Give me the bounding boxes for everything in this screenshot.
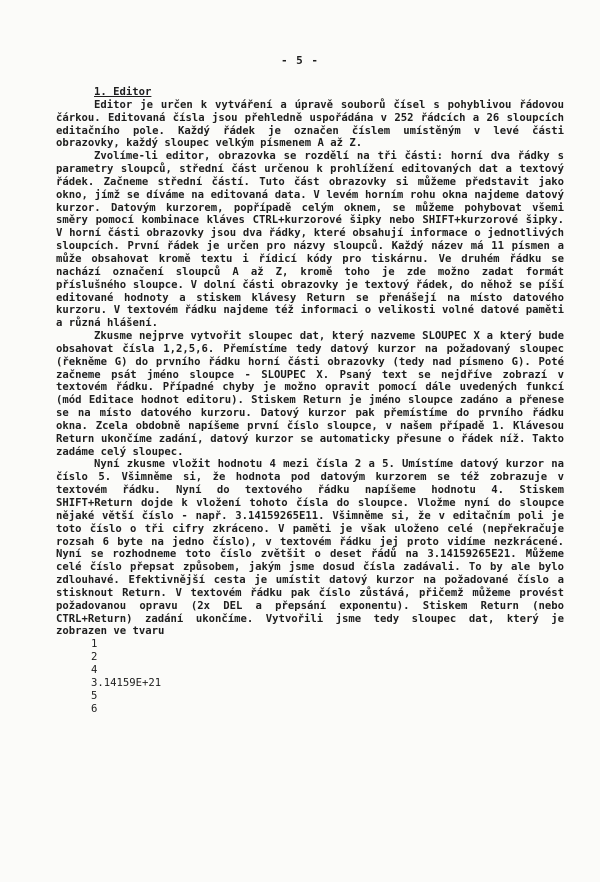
column-value: 4 — [91, 663, 98, 676]
paragraph-screen-layout: Zvolíme-li editor, obrazovka se rozdělí na tři části: horní dva řádky s parametry sloupců, střední část určenou k prohlížení editovaných dat a textový řádek. Začneme střední částí. Tuto část obrazovky si můžeme představit jako okno, jímž se díváme na editovaná data. V levém horním rohu okna najdeme datový kurzor. Datovým kurzorem, popřípadě celým oknem, se můžeme pohybovat všemi směry pomocí kombinace kláves CTRL+kurzorové šipky nebo SHIFT+kurzorové šipky. V horní části obrazovky jsou dva řádky, které obsahují informace o jednotlivých sloupcích. První řádek je určen pro názvy sloupců. Každý název má 11 písmen a může obsahovat kromě textu i řídicí kódy pro tiskárnu. Ve druhém řádku se nachází označení sloupců A až Z, kromě toho je zde možno zadat formát příslušného sloupce. V dolní části obrazovky je textový řádek, do něhož se píší editované hodnoty a stiskem klávesy Return se přenášejí na místo datového kurzoru. V textovém řádku najdeme též informaci o velikosti volné datové paměti a různá hlášení. — [56, 150, 564, 330]
paragraph-intro: Editor je určen k vytváření a úpravě souborů čísel s pohyblivou řádovou čárkou. Editovaná čísla jsou přehledně uspořádána v 252 řádcích a 26 sloupcích editačního pole. Každý řádek je označen číslem umístěným v levé části obrazovky, každý sloupec velkým písmenem A až Z. — [56, 98, 564, 150]
column-value: 6 — [91, 702, 98, 715]
column-value: 5 — [91, 689, 98, 702]
column-value: 3.14159E+21 — [91, 676, 162, 689]
page-number: - 5 - — [280, 54, 320, 67]
column-value: 2 — [91, 651, 98, 664]
column-value: 1 — [91, 638, 98, 651]
column-value-list — [56, 638, 564, 715]
paragraph-create-column: Zkusme nejprve vytvořit sloupec dat, který nazveme SLOUPEC X a který bude obsahovat čísla 1,2,5,6. Přemístíme tedy datový kurzor na požadovaný sloupec (řekněme G) do prvního řádku horní části obrazovky (tedy nad písmeno G). Poté začneme psát jméno sloupce - SLOUPEC X. Psaný text se nejdříve zobrazí v textovém řádku. Případné chyby je možno opravit pomocí dále uvedených funkcí (mód Editace hodnot editoru). Stiskem Return je jméno sloupce zadáno a přenese se na místo datového kurzoru. Datový kurzor pak přemístíme do prvního řádku okna. Zcela obdobně napíšeme první číslo sloupce, v našem případě 1. Klávesou Return ukončíme zadání, datový kurzor se automaticky přesune o řádek níž. Takto zadáme celý sloupec. — [56, 330, 564, 458]
paragraph-insert-value: Nyní zkusme vložit hodnotu 4 mezi čísla 2 a 5. Umístíme datový kurzor na číslo 5. Všimněme si, že hodnota pod datovým kurzorem se též zobrazuje v textovém řádku. Nyní do textového řádku napíšeme hodnotu 4. Stiskem SHIFT+Return dojde k vložení tohoto čísla do sloupce. Vložme nyní do sloupce nějaké větší číslo - např. 3.14159265E11. Všimněme si, že v editačním poli je toto číslo o tři cifry zkráceno. V paměti je však uloženo celé (nepřekračuje rozsah 6 byte na jedno číslo), v textovém řádku jej proto vidíme nezkrácené. Nyní se rozhodneme toto číslo zvětšit o deset řádů na 3.14159265E21. Můžeme celé číslo přepsat způsobem, jakým jsme dosud čísla zadávali. To by ale bylo zdlouhavé. Efektivnější cesta je umístit datový kurzor na požadované číslo a stisknout Return. V textovém řádku pak číslo zůstává, přičemž můžeme provést požadovanou opravu (2x DEL a přepsání exponentu). Stiskem Return (nebo CTRL+Return) zadání ukončíme. Vytvořili jsme tedy sloupec dat, který je zobrazen ve tvaru — [56, 458, 564, 638]
document-body — [56, 86, 564, 715]
section-heading: 1. Editor — [94, 86, 152, 98]
